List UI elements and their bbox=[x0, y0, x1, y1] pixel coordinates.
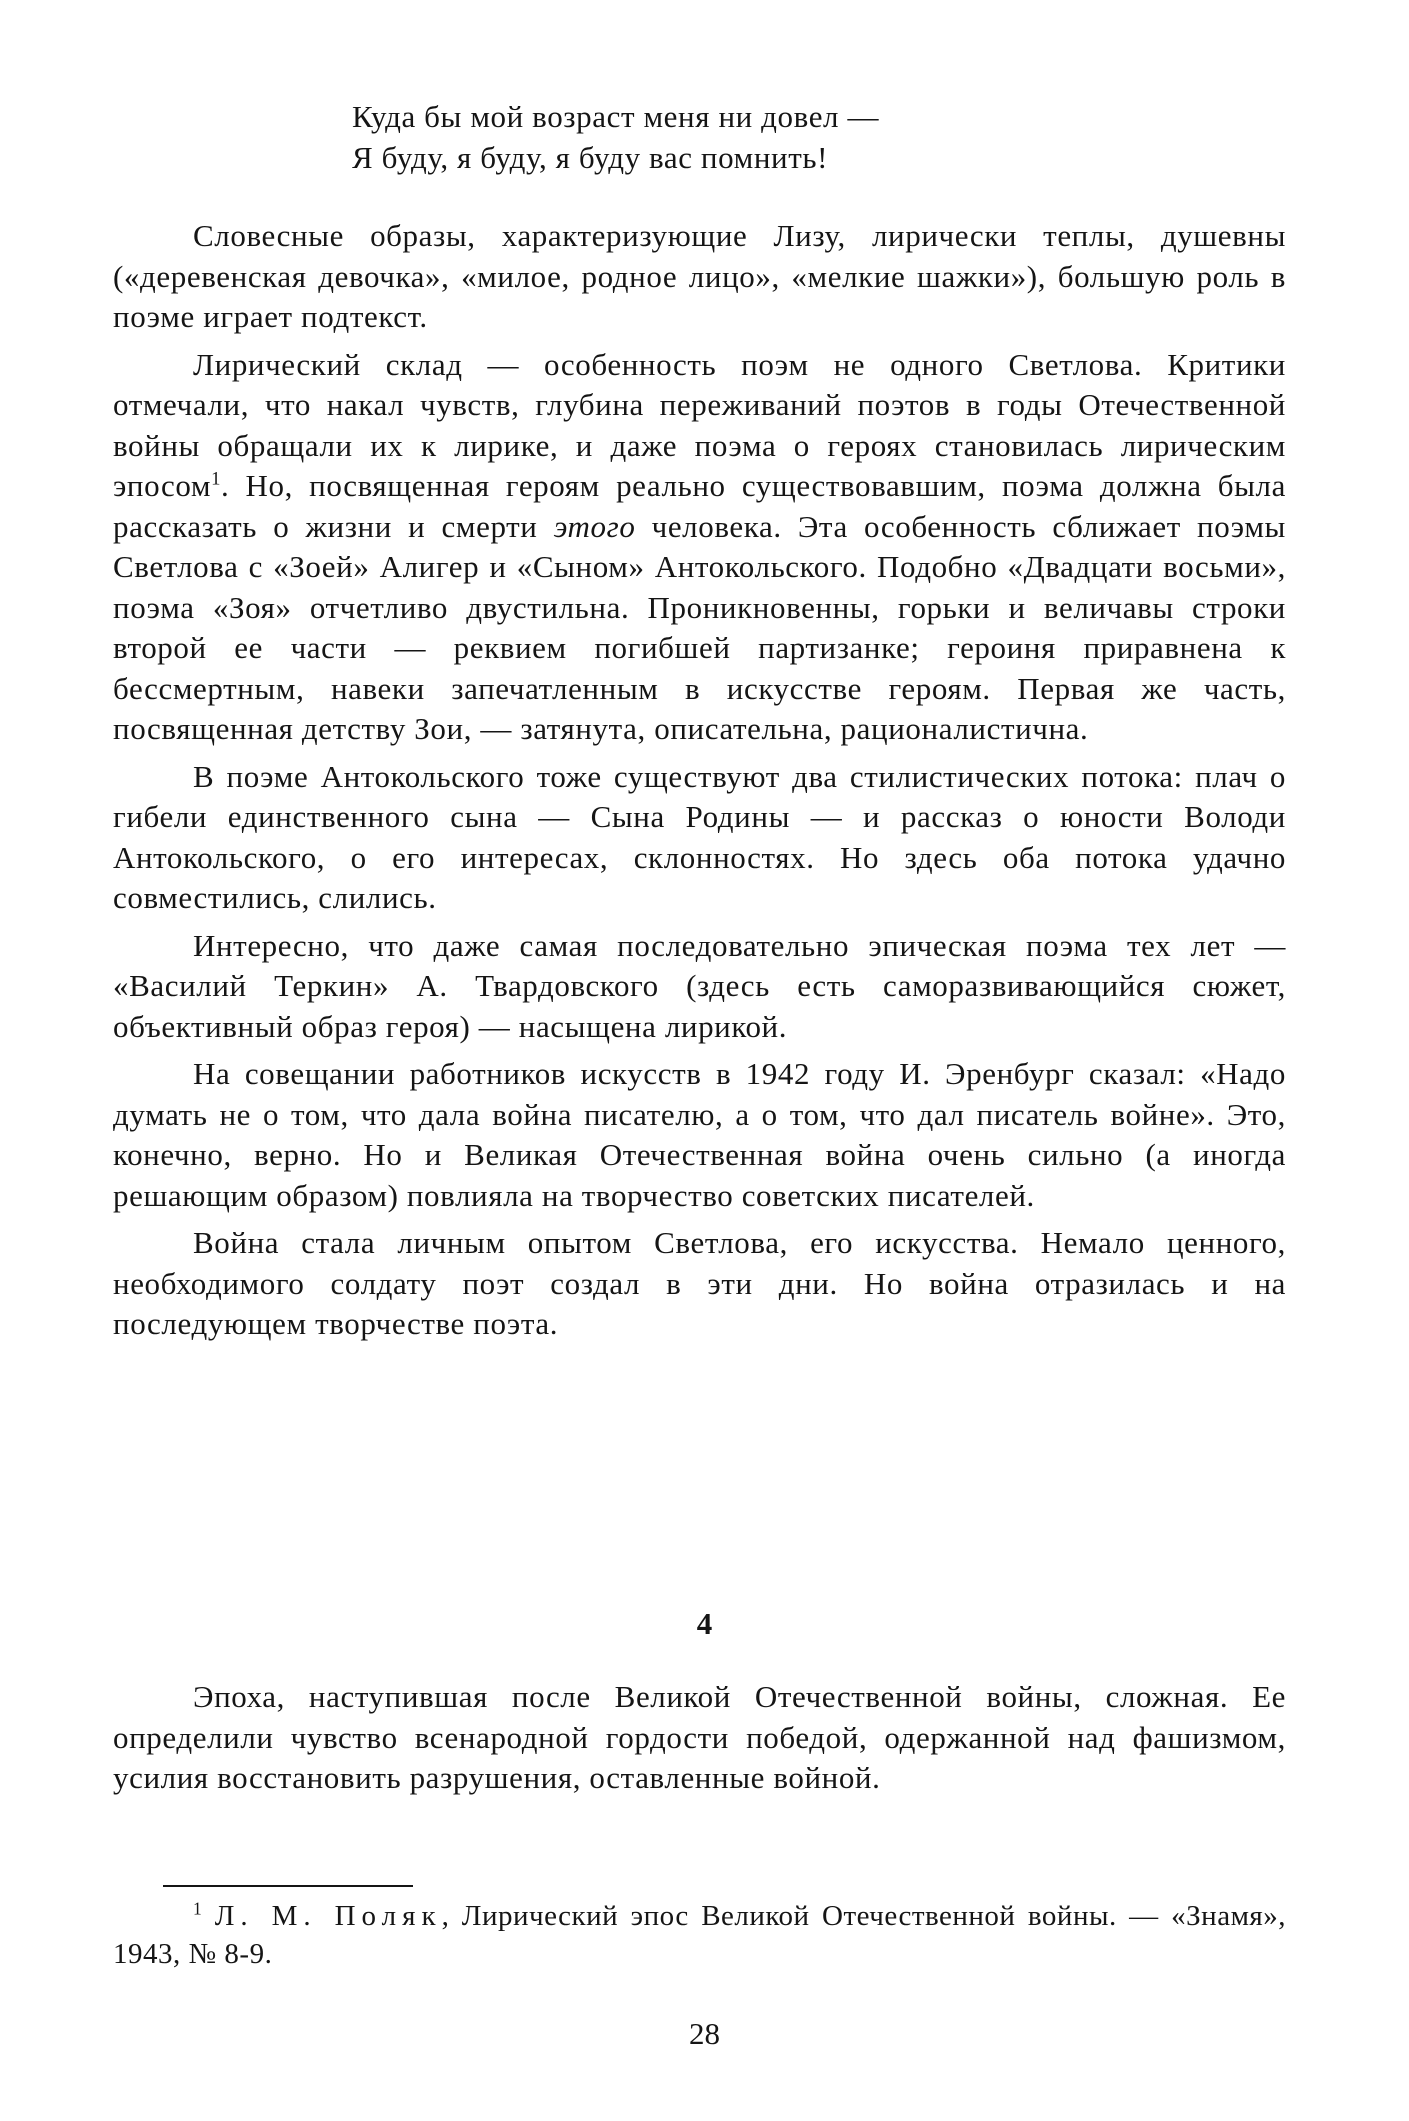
paragraph-3: В поэме Антокольского тоже существуют два стилистических потока: плач о гибели единственного сына — Сына Родины — и рассказ о юности Володи Антокольского, о его интересах, склонностях. Но здесь оба потока удачно совместились, слились. bbox=[113, 758, 1286, 915]
footnote-reference: 1 bbox=[211, 468, 221, 490]
footnote bbox=[113, 1897, 1286, 1973]
paragraph-2-part-c: человека. Эта особенность сближает поэмы Светлова с «Зоей» Алигер и «Сыном» Антокольского. Подобно «Двадцати восьми», поэма «Зоя» отчетливо двустильна. Проникновенны, горьки и величавы строки второй ее части — реквием погибшей партизанке; героиня приравнена к бессмертным, навеки запечатленным в искусстве героям. Первая же часть, посвященная детству Зои, — затянута, описательна, рационалистична. bbox=[113, 508, 1286, 746]
paragraph-4: Интересно, что даже самая последовательно эпическая поэма тех лет — «Василий Теркин» А. Твардовского (здесь есть саморазвивающийся сюжет, объективный образ героя) — насыщена лирикой. bbox=[113, 927, 1286, 1044]
page-number: 28 bbox=[689, 2016, 720, 2051]
main-text bbox=[113, 216, 1286, 1345]
paragraph-2 bbox=[113, 345, 1286, 750]
verse-quote bbox=[352, 97, 1152, 178]
section-text bbox=[113, 1677, 1286, 1799]
paragraph-1: Словесные образы, характеризующие Лизу, лирически теплы, душевны («деревенская девочка», «милое, родное лицо», «мелкие шажки»), большую роль в поэме играет подтекст. bbox=[113, 218, 1286, 334]
paragraph-5: На совещании работников искусств в 1942 году И. Эренбург сказал: «Надо думать не о том, что дала война писателю, а о том, что дал писатель войне». Это, конечно, верно. Но и Великая Отечественная война очень сильно (а иногда решающим образом) повлияла на творчество советских писателей. bbox=[113, 1056, 1286, 1213]
paragraph-2-part-b: . Но, посвященная героям реально существовавшим, поэма должна была рассказать о жизни и смерти bbox=[113, 468, 1286, 544]
footnote-text: , Лирический эпос Великой Отечественной войны. — «Знамя», 1943, № 8-9. bbox=[113, 1900, 1287, 1970]
paragraph-2-part-a: Лирический склад — особенность поэм не одного Светлова. Критики отмечали, что накал чувств, глубина переживаний поэтов в годы Отечественной войны обращали их к лирике, и даже поэма о героях становилась лирическим эпосом bbox=[113, 346, 1286, 503]
verse-line-2: Я буду, я буду, я буду вас помнить! bbox=[352, 139, 829, 175]
footnote-author: Л. М. Поляк bbox=[214, 1900, 442, 1932]
footnote-marker: 1 bbox=[193, 1898, 203, 1919]
paragraph-6: Война стала личным опытом Светлова, его искусства. Немало ценного, необходимого солдату поэт создал в эти дни. Но война отразилась и на последующем творчестве поэта. bbox=[113, 1225, 1286, 1341]
section-paragraph-1: Эпоха, наступившая после Великой Отечественной войны, сложная. Ее определили чувство всенародной гордости победой, одержанной над фашизмом, усилия восстановить разрушения, оставленные войной. bbox=[113, 1679, 1286, 1795]
section-number: 4 bbox=[696, 1606, 713, 1641]
paragraph-2-emphasis: этого bbox=[553, 508, 636, 544]
footnote-divider bbox=[163, 1885, 413, 1887]
verse-line-1: Куда бы мой возраст меня ни довел — bbox=[352, 99, 880, 134]
